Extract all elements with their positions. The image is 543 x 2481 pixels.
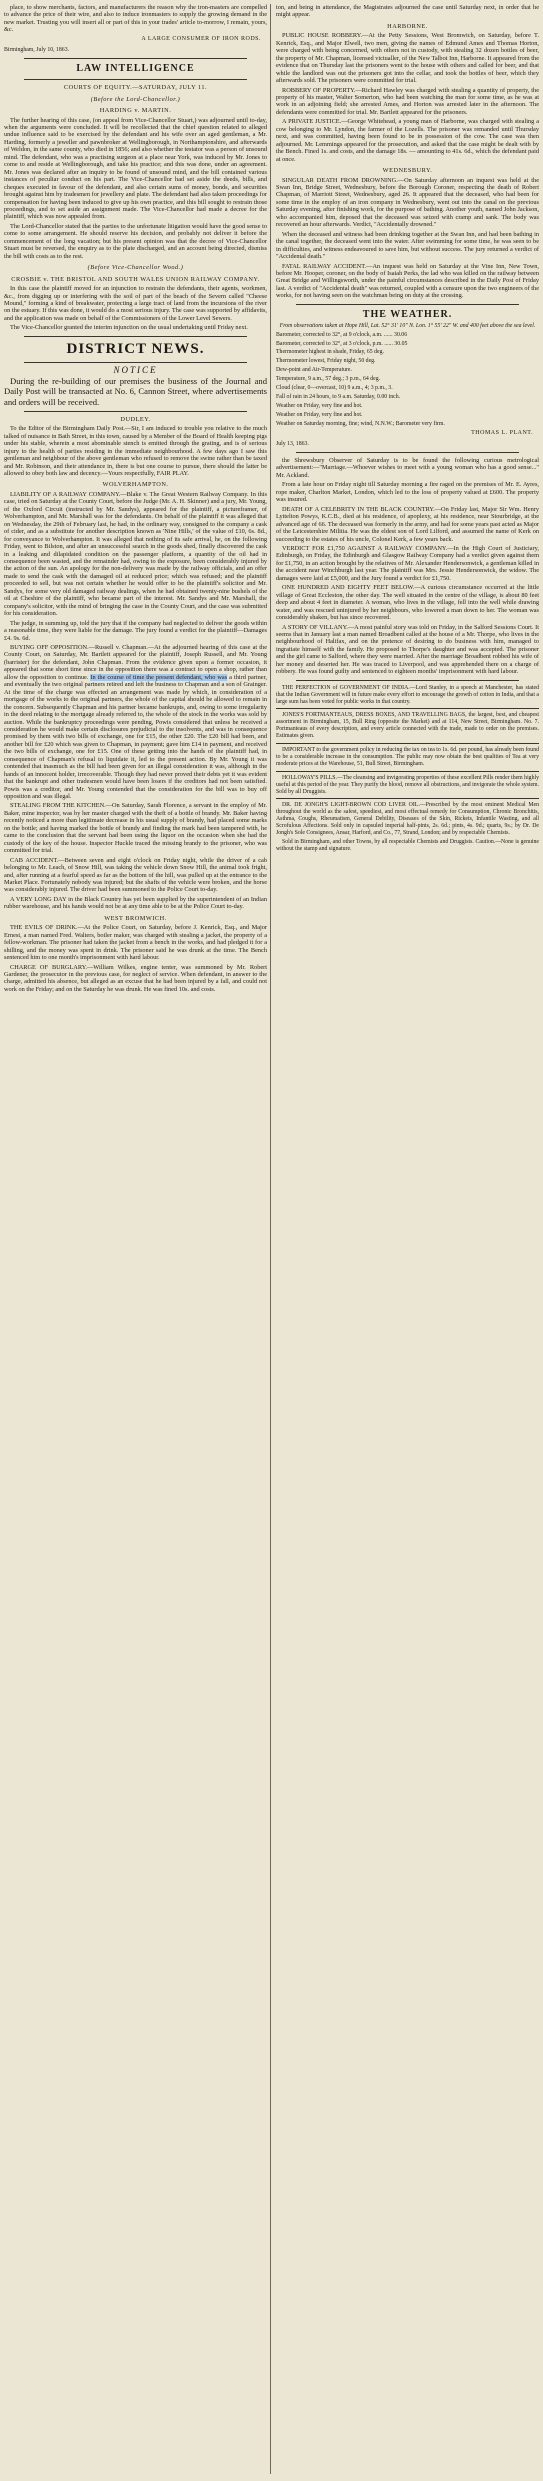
weather-signature: THOMAS L. PLANT. bbox=[471, 429, 533, 436]
divider bbox=[296, 452, 519, 453]
left-column bbox=[4, 4, 267, 2474]
wolverhampton-text2: The judge, in summing up, told the jury that if the company had neglected to deliver the goods within a reasonable time, they were liable for the damage. The jury found a verdict for the plaintiff—Damages £4. 9s. 6d. bbox=[4, 619, 267, 642]
weather-line: Weather on Friday, very fine and hot. bbox=[276, 411, 363, 418]
weather-title: THE WEATHER. bbox=[362, 308, 453, 320]
weather-data bbox=[276, 332, 539, 428]
divider bbox=[24, 79, 247, 80]
misc-text2: From a late hour on Friday night till Saturday morning a fire raged on the premises of Mr. E. Ayres, rope maker, Charlton Market, London, which led to the loss of property valued at £600. The property was insured. bbox=[276, 481, 539, 504]
weather-line: Weather on Saturday morning, fine; wind, N.N.W.; Barometer very firm. bbox=[276, 420, 445, 427]
weather-line: Thermometer highest in shade, Friday, 65 deg. bbox=[276, 349, 384, 356]
courts-heading: COURTS OF EQUITY.—SATURDAY, JULY 11. bbox=[63, 84, 208, 92]
case1-title: HARDING v. MARTIN. bbox=[99, 107, 172, 115]
west-bromwich-heading: WEST BROMWICH. bbox=[104, 914, 167, 922]
wolverhampton-text3-a: BUYING OFF OPPOSITION.—Russell v. Chapman.—At the adjourned hearing of this case at the County Court, on Saturday, Mr. Bartlett appeared for the plaintiff, Joseph Russell, and Mr. Young (barrister) for the defendant, John Chapman. From the evidence given upon a former occasion, it appeared that some short time since in the opposition there was a contract to open a shop, rather than allow the opposition to continue. bbox=[4, 643, 267, 681]
cab-text: CAB ACCIDENT.—Between seven and eight o'clock on Friday night, while the driver of a cab belonging to Mr. Leach, of Snow Hill, was taking the vehicle down Snow Hill, the animal took fright, and, after running at a fearful speed as far as the bottom of the hill, was pulled up at the entrance to the Market Place. Fortunately nobody was injured; but the shafts of the vehicle were broken, and the horse was considerably injured. The driver had been summoned to the Police Court to-day. bbox=[4, 856, 267, 894]
highlighted-text: In the course of time the present defendant, who was bbox=[90, 673, 228, 681]
advertisement: JONES'S FORTMANTEAUS, DRESS BOXES, AND TRAVELLING BAGS, the largest, best, and cheapest assortment in Birmingham, 15, Bull Ring (opposite the Market) and at 114, New Street, Birmingham. No. 7. Portmanteaus of every description, and every article connected with the trade, made to order on the premises. Estimates given. bbox=[276, 712, 539, 740]
notice-heading: NOTICE bbox=[113, 364, 158, 375]
verdict-text3: A STORY OF VILLANY.—A most painful story was told on Friday, in the Salford Sessions Court. It seems that in January last a man named Broadbent called at the house of a Mr. Thorpe, who lives in the neighbourhood of Halifax, and on the pretence of desiring to do business with him, managed to ingratiate himself with the family. He proposed to Thorpe's daughter and was accepted. The prisoner and the girl came to Salford, where they were married. After the marriage Broadbent robbed his wife of her money and deserted her. He was traced to Liverpool, and was apprehended there on a charge of robbery. He was found guilty and sentenced to eighteen months' imprisonment with hard labour. bbox=[276, 623, 539, 676]
courts-subheading: (Before the Lord-Chancellor.) bbox=[90, 95, 181, 103]
wednesbury-text: SINGULAR DEATH FROM DROWNING.—On Saturday afternoon an inquest was held at the Swan Inn, Bridge Street, Wednesbury, before the Borough Coroner, respecting the death of Robert Chapman, of Marriott Street, Wednesbury, aged 26. It appeared that the deceased, who had been for some time in the employ of an iron company in Wednesbury, went out into the canal on the previous Saturday evening, after finishing work, for the purpose of bathing. Another youth, named John Jackson, who accompanied him, deposed that the deceased was seized with cramp and sank. The body was recovered an hour afterwards. Verdict, "Accidentally drowned." bbox=[276, 176, 539, 229]
weather-subheading: From observations taken at Hope Hill, Lat. 52° 31' 10" N. Lon. 1° 55' 22" W. and 400 feet above the sea level. bbox=[279, 322, 536, 329]
divider bbox=[24, 58, 247, 59]
case2-title: CROSBIE v. THE BRISTOL AND SOUTH WALES UNION RAILWAY COMPANY. bbox=[11, 275, 260, 283]
dudley-text: To the Editor of the Birmingham Daily Post.—Sir, I am induced to trouble you relative to the much talked of nuisance in Bath Street, in this town, caused by a Member of the Board of Health keeping pigs under his stable, wherein a most abominable stench is emitted through the grating, and is of serious injury to the health of parties residing in the immediate neighbourhood. A few days ago I saw this gentleman and neighbour of the above gentleman who refused to remove the swine rather than be taxed and Mr. Robinson, and their attendance in, there is but one course to pursue, there should the latter be allowed to obey both law and decency.—Yours respectfully, FAIR PLAY. bbox=[4, 425, 267, 477]
weather-date: July 13, 1863. bbox=[276, 441, 309, 448]
divider bbox=[296, 304, 519, 305]
intro-date: Birmingham, July 10, 1863. bbox=[4, 47, 70, 54]
case1-text2: The Lord-Chancellor stated that the parties to the unfortunate litigation would have the good sense to come to some arrangement. He should reserve his decision, and probably not deliver it before the commencement of the long vacation; but his present opinion was that the decree of Vice-Chancellor Stuart must be reversed, the enquiry as to the plate discharged, and an account being directed, dismiss the bill with costs as to the rest. bbox=[4, 222, 267, 260]
west-bromwich-text2: CHARGE OF BURGLARY.—William Wilkes, engine tenter, was summoned by Mr. Robert Gardener, the prosecutor in the previous case, for neglect of service. When defendant, in answer to the charge, admitted his absence, but alleged as an excuse that he had been injured by a fall, and could not work on the Friday; and on the Saturday he was drunk. He was fined 10s. and costs. bbox=[4, 963, 267, 993]
weather-line: Temperature, 9 a.m., 57 deg.; 3 p.m., 64 deg. bbox=[276, 376, 381, 383]
column-rule bbox=[270, 4, 271, 2474]
west-bromwich-text: THE EVILS OF DRINK.—At the Police Court, on Saturday, before J. Kenrick, Esq., and Major Ernest, a man named Fred. Walters, boiler maker, was charged with stealing a jacket, the property of a fellow-workman. The prisoner had taken the jacket from a bench in the works, and had pledged it for a shilling, and the money was spent in drink. The prisoner said he was drunk at the time. The Bench sentenced him to one month's imprisonment with hard labour. bbox=[4, 924, 267, 962]
verdict-text: VERDICT FOR £1,750 AGAINST A RAILWAY COMPANY.—In the High Court of Justiciary, Edinburgh, on Friday, the Edinburgh and Glasgow Railway Company had a verdict given against them for £1,750, in an action brought by the relatives of Mr. Alexander Hendersonwick, a gentleman killed in the accident near Winchburgh last year. The plaintiff was Mrs. Jessie Hendersonwick, the widow. The damages were laid at £5,000, and the Jury found a verdict for £1,750. bbox=[276, 544, 539, 582]
wolverhampton-text3 bbox=[4, 644, 267, 801]
harborne-text2: ROBBERY OF PROPERTY.—Richard Hawley was charged with stealing a quantity of property, the property of his master, Walter Somerton, who had been watching the man for some time, as he was at work in an adjoining field; she arrested Ames, and Horton was arrested later in the afternoon. The defendants were committed for trial. Mr. Bartlett appeared for the prisoners. bbox=[276, 86, 539, 116]
weather-line: Weather on Friday, very fine and hot. bbox=[276, 402, 363, 409]
weather-line: Cloud (clear, 0—overcast, 10) 9 a.m., 4; 3 p.m., 3. bbox=[276, 385, 393, 392]
wednesbury-text3: FATAL RAILWAY ACCIDENT.—An inquest was held on Saturday at the Vine Inn, New Town, before Mr. Hooper, coroner, on the body of Isaiah Perks, the lad who was killed on the railway between Great Bridge and Willingsworth, under the painful circumstances described in the Daily Post of Friday last. A verdict of "Accidental death" was returned, coupled with a censure upon the two engineers of the works, for not having seen on the watchman being on duty at the crossing. bbox=[276, 262, 539, 300]
right-intro: ton, and being in attendance, the Magistrates adjourned the case until Saturday next, in order that he might appear. bbox=[276, 4, 539, 19]
harborne-text3: A PRIVATE JUSTICE.—George Whitehead, a young man of Harborne, was charged with stealing a cow belonging to Mr. Lyndon, the farmer of the Lozells. The prisoner was remanded until Thursday next, and was committed, having been found to be in possession of the cow. The case was then adjourned. Mr. Lemmings appeared for the prosecution, and asked that the case might be dealt with by the Bench. Fined 1s. and costs, and the damage 18s. — amounting to 41s. 6d., which the defendant paid at once. bbox=[276, 118, 539, 163]
weather-line: Dew-point and Air-Temperature. bbox=[276, 367, 352, 374]
wolverhampton-text3-b: a third partner, and eventually the two original partners retired and left the business to Chapman and a son of Grainger. At the time of the charge was effected an arrangement was made by which, in consideration of a mortgage of the works to the original partners, the whole of the capital should be allowed to remain in the concern. Subsequently Chapman and his partner became bankrupts, and, owing to some irregularity in the deed relating to the mortgage already referred to, the whole of the stock in the works was sold by auction. While the bankruptcy proceedings were pending, Powis considered that unless he received a consideration he would make certain disclosures prejudicial to the insolvents, and was in consequence promised by them with two bills of exchange, one for £15, the other £20. The £20 bill had been, and another bill for £20 which was given to Chapman, in payment; gave him £14 in payment, and received the two bills of exchange, one for £15. One of these getting into the hands of the plaintiff had, in consequence of Chapman's refusal to liquidate it, led to the present action. By Mr. Young it was contended that inasmuch as the bill had been given for an illegal consideration it was, although in the hands of an innocent holder, irrecoverable. Though they had never proved their debts yet it was evident that the bankrupt and other tradesmen would have been losers if the creditors had not been satisfied. Powis was a creditor, and Mr. Young contended that the consideration for the bill was to buy off opposition and was illegal. bbox=[4, 673, 267, 801]
harborne-heading: HARBORNE. bbox=[387, 22, 428, 30]
advertisement: IMPORTANT to the government policy in reducing the tax on tea to 1s. 6d. per pound, has already been found to be a considerable increase in the consumption. The public may now obtain the best qualities of Tea at very moderate prices at the Warehouse, 51, Bull Street, Birmingham. bbox=[276, 747, 539, 767]
divider bbox=[276, 743, 539, 744]
divider bbox=[276, 708, 539, 709]
weather-line: Barometer, corrected to 32°, at 3 o'clock, p.m. ...... 30.05 bbox=[276, 340, 408, 347]
weather-line: Barometer, corrected to 32°, at 9 o'clock, a.m. ...... 30.06 bbox=[276, 331, 408, 338]
case2-text2: The Vice-Chancellor granted the interim injunction on the usual undertaking until Friday next. bbox=[10, 324, 248, 332]
wednesbury-text2: When the deceased and witness had been drinking together at the Swan Inn, and had been bathing in the canal together, the deceased went into the water. After swimming for some time, he was seen to be in difficulties, and witness endeavoured to save him, but without success. The jury returned a verdict of "Accidental death." bbox=[276, 230, 539, 261]
advertisement: THE PERFECTION of GOVERNMENT OF INDIA.—Lord Stanley, in a speech at Manchester, has stated that the Indian Government will in future make every effort to encourage the growth of cotton in India, and that a large sum has been voted for public works in that country. bbox=[276, 684, 539, 705]
divider bbox=[276, 771, 539, 772]
theft-text: STEALING FROM THE KITCHEN.—On Saturday, Sarah Florence, a servant in the employ of Mr. Baker, mine inspector, was by her master charged with the theft of a bottle of brandy. Mr. Baker having recently noticed a more than legitimate decrease in his usual supply of brandy, had placed some marks on the bottle; and having marked the bottle of brandy and finding the mark had been tampered with, he came to the conclusion that the servant had been using the liquor on the occasion when she had the custody of the key of the house. Inspector Huckle traced the missing brandy to the prisoner, who was committed for trial. bbox=[4, 802, 267, 855]
weather-line: Fall of rain in 24 hours, to 9 a.m. Saturday, 0.00 inch. bbox=[276, 394, 401, 401]
case1-text: The further hearing of this case, (on appeal from Vice-Chancellor Stuart,) was adjourned until to-day, when the arguments were concluded. It will be recollected that the chief question related to alleged undue influence said to be exercised by the defendant and his wife over an aged gentleman, a Mr. Harding, formerly a jeweller and pawnbroker at Wellingborough, in Northamptonshire, and afterwards of Weldon, in the same county, who died in 1856; and also whether the testator was a person of unsound mind. The defendant, who was a practising surgeon at a place near York, was induced by Mr. Jones to come to and reside at Wellingborough, and take his practice; and this was done, under an agreement. Mr. Jones was declared after an inquiry to be found of unsound mind, and the bill contained various instances of peculiar conduct on his part. The Vice-Chancellor had set aside the deeds, bills, and cheques executed in favour of the defendant, and also certain sums of money, bonds, and securities brought against him by tradesmen for jewellery and plate. The defendant had also taken proceedings for compensation for having been induced to give up his own practice, and this bill sought to restrain those proceedings, and to set aside an assignment made. The Vice-Chancellor had made a decree for the plaintiff, which was now appealed from. bbox=[4, 116, 267, 221]
intro-paragraph: place, to show merchants, factors, and manufacturers the reason why the iron-masters are compelled to advance the price of their wire, and also to induce ironmasters to supply the growing demand in the new market. Trusting you will insert all or part of this in your trades' article to-morrow, I remain, yours, &c. bbox=[4, 4, 267, 34]
district-news-title: DISTRICT NEWS. bbox=[66, 340, 205, 357]
right-column bbox=[276, 4, 539, 2474]
harborne-text: PUBLIC HOUSE ROBBERY.—At the Petty Sessions, West Bromwich, on Saturday, before T. Kenrick, Esq., and Major Elwell, two men, giving the names of Edmund Ames and Thomas Horton, were charged with being concerned, with others not in custody, with stealing 32 dozen bottles of beer, the property of Mr. Chapman, licensed victualler, of the New Talbot Inn, Harborne. It appeared from the evidence that on Thursday last the prisoners went to the house with others and called for beer, and that while the landlord was out the prisoners got into the cellar, and took the bottles of beer, which they afterwards sold. The prisoners were committed for trial. bbox=[276, 32, 539, 85]
case2-subheading: (Before Vice-Chancellor Wood.) bbox=[87, 264, 184, 272]
intro-signature: A LARGE CONSUMER OF IRON RODS. bbox=[141, 35, 261, 42]
divider bbox=[296, 680, 519, 681]
cab-text2: A VERY LONG DAY in the Black Country has yet been supplied by the superintendent of an Indian rubber warehouse, and his hands would not be at any time able to be at the Police Court to-day. bbox=[4, 895, 267, 911]
advertisement: HOLLOWAY'S PILLS.—The cleansing and invigorating properties of these excellent Pills render them highly useful at this period of the year. They purify the blood, remove all obstructions, and invigorate the whole system. Sold by all Druggists. bbox=[276, 774, 539, 795]
case2-text: In this case the plaintiff moved for an injunction to restrain the defendants, their agents, workmen, &c., from digging up or interfering with the soil of part of the beach of the Severn called "Cheese Mound," forming a kind of breakwater, protecting a large tract of land from the incursions of the river on the estuary. If this was done, it would do a most serious injury. The case was supported by affidavits, and the application was made on behalf of the Commissioners of the Lower Level Sewers. bbox=[4, 285, 267, 322]
divider bbox=[24, 411, 247, 412]
misc-text3: DEATH OF A CELEBRITY IN THE BLACK COUNTRY.—On Friday last, Major Sir Wm. Henry Lyttelton Powys, K.C.B., died at his residence, of apoplexy, at his residence, near Stourbridge, at the advanced age of 66. The deceased was formerly in the army, and had for some years past acted as Major of the Leicestershire Militia. He was the eldest son of Lord Lilford, and assumed the name of Kerk on succeeding to the estates of his uncle, Colonel Kerk, a few years back. bbox=[276, 505, 539, 543]
wednesbury-heading: WEDNESBURY. bbox=[382, 167, 433, 175]
advertisement: Sold in Birmingham, and other Towns, by all respectable Chemists and Druggists. Caution.—None is genuine without the stamp and signature. bbox=[276, 839, 539, 852]
notice-text: During the re-building of our premises the business of the Journal and Daily Post will be transacted at No. 6, Cannon Street, where advertisements and orders will be received. bbox=[4, 376, 267, 407]
law-intelligence-title: LAW INTELLIGENCE bbox=[76, 63, 195, 75]
wolverhampton-heading: WOLVERHAMPTON. bbox=[102, 481, 169, 489]
verdict-text2: ONE HUNDRED AND EIGHTY FEET BELOW.—A curious circumstance occurred at the little village of Great Eccleston, the other day. The well situated in the centre of the village, is about 80 feet deep and about 4 feet in diameter. A woman, who lives in the village, fell into the well while drawing water, and was rescued uninjured by her neighbours, who lowered a man down to her. The woman was considerably shaken, but has since recovered. bbox=[276, 584, 539, 622]
divider bbox=[24, 362, 247, 363]
dudley-heading: DUDLEY. bbox=[120, 415, 151, 423]
advertisement: DR. DE JONGH'S LIGHT-BROWN COD LIVER OIL.—Prescribed by the most eminent Medical Men throughout the world as the safest, speediest, and most effectual remedy for Consumption, Chronic Bronchitis, Asthma, Coughs, Rheumatism, General Debility, Diseases of the Skin, Rickets, Infantile Wasting, and all Scrofulous Affections. Sold only in capsuled imperial half-pints, 2s. 6d.; pints, 4s. 9d.; quarts, 9s.; by Dr. De Jongh's Sole Consignees, Ansar, Harford, and Co., 77, Strand, London; and by respectable Chemists. bbox=[276, 802, 539, 837]
weather-line: Thermometer lowest, Friday night, 50 deg. bbox=[276, 358, 376, 365]
misc-text: the Shrewsbury Observer of Saturday is to be found the following curious metrological advertisement:—"Marriage.—Whoever wishes to meet with a young woman who has a good sense..." Mr. Ackland. bbox=[276, 457, 539, 479]
divider bbox=[276, 798, 539, 799]
divider bbox=[24, 336, 247, 337]
wolverhampton-text: LIABILITY OF A RAILWAY COMPANY.—Blake v. The Great Western Railway Company. In this case, tried on Saturday at the County Court, before the Judge (Mr. A. H. Skinner) and a jury, Mr. Young, of the Oxford Circuit (instructed by Mr. Sandys), appeared for the plaintiff, a pictureframer, of Wolverhampton, and Mr. Marshall was for the defendants. On behalf of the plaintiff it was alleged that on Wednesday, the 29th of February last, he had, in the ordinary way, consigned to the company a cask of cider, and as a substitute for another description known as 'Nine Hills,' of the value of £10, 6s. 8d., for conveyance to Wolverhampton. It was alleged that nothing of its safe arrival, he, on the following Friday, went to Bilston, and after an unsuccessful search in the goods shed, finally discovered the cask in a leaking and dilapidated condition on the passenger platform, a quantity of the oil had in consequence been wasted, and the remainder had, owing to the exposure, been considerably injured by the action of the sun. An apology for the non-delivery was made by the railway officials, and an offer made to send the cask with the damaged oil at reduced price; which was refused; and the plaintiff proceeded to sell, but was not certain whether he would offer to be the plaintiff's solicitor and Mr. Sandys, for some very old damaged railway dealings, when he had obtained twenty-nine bushels of the oil at Cheshire of the plaintiff, who became part of the interest. Mr. Sandys and Mr. Marshall, the company's solicitor, with the mind of bringing the case in the County Court, and the case was submitted for his consideration. bbox=[4, 490, 267, 618]
